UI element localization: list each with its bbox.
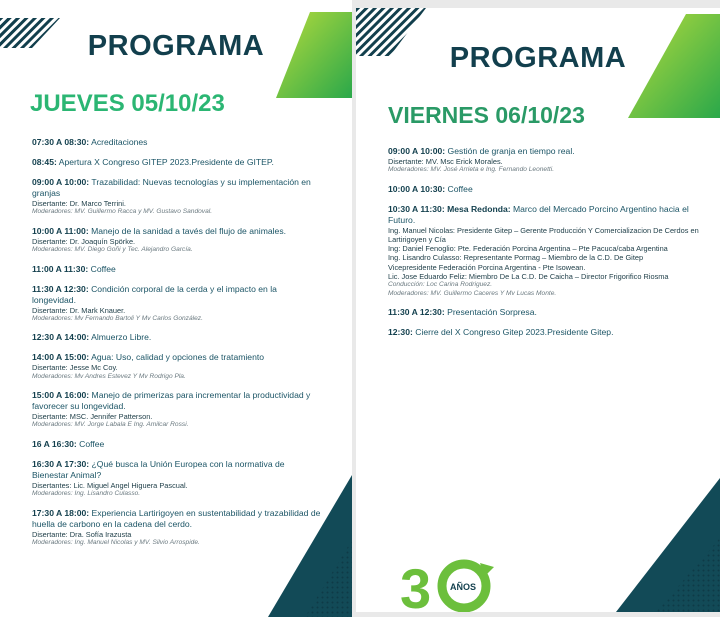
session-time: 09:00 A 10:00: (388, 146, 446, 156)
session-time: 10:00 A 10:30: (388, 183, 446, 194)
schedule-item (32, 137, 322, 148)
schedule-item (32, 439, 322, 450)
speaker-line: Vicepresidente Federación Porcina Argentina - Pte Isowean. (388, 262, 586, 272)
moderator-line: Moderadores: MV. Guillermo Racca y MV. Gustavo Sandoval. (32, 208, 213, 216)
session-time: 11:00 A 11:30: (32, 263, 89, 274)
schedule-item (388, 184, 713, 195)
session-time: 11:30 A 12:30: (32, 283, 89, 294)
session-title: Manejo de la sanidad a tavés del flujo de animales. (88, 225, 287, 236)
session-title: Acreditaciones (89, 137, 148, 147)
session-line (32, 352, 322, 363)
schedule-list (388, 146, 713, 347)
session-title: Manejo de primerizas para incrementar la productividad y favorecer su longevidad. (32, 390, 311, 412)
logo-text: AÑOS (450, 582, 477, 592)
session-line (32, 508, 322, 530)
schedule-item (32, 352, 322, 381)
session-time: 16:30 A 17:30: (32, 458, 90, 469)
speaker-line: Lic. Jose Eduardo Feliz: Miembro De La C.D. De Caicha – Director Frigorifico Riosma (388, 271, 669, 281)
session-title: Coffee (445, 183, 473, 194)
session-line (32, 459, 322, 481)
session-time: 10:00 A 11:00: (32, 225, 89, 236)
speaker-line: Disertante: Dr. Joaquín Spörke. (32, 236, 136, 246)
speaker-line: Disertante: Jesse Mc Coy. (32, 363, 118, 373)
schedule-item (32, 226, 322, 255)
session-title: ¿Qué busca la Unión Europea con la normativa de Bienestar Animal? (32, 458, 285, 480)
session-line (32, 137, 322, 148)
session-line (32, 332, 322, 343)
session-line (32, 439, 322, 450)
session-line (388, 184, 713, 195)
session-time: 07:30 A 08:30: (32, 137, 90, 147)
session-line (388, 146, 713, 157)
session-line (32, 284, 322, 306)
session-line (32, 264, 322, 275)
schedule-list (32, 137, 322, 557)
30-anos-logo (398, 553, 508, 615)
schedule-item (32, 390, 322, 430)
session-title: Cierre del X Congreso Gitep 2023.Presidente Gitep. (412, 327, 614, 338)
speaker-line: Disertantes: Lic. Miguel Angel Higuera Pascual. (32, 480, 188, 490)
schedule-item (32, 284, 322, 324)
moderator-line: Conducción: Loc Carina Rodriguez. (388, 281, 493, 289)
session-title: Gestión de granja en tiempo real. (445, 146, 575, 156)
session-title: Presentación Sorpresa. (444, 307, 537, 318)
program-page-friday (356, 8, 720, 615)
session-title: Trazabilidad: Nuevas tecnologías y su implementación en granjas (32, 177, 311, 198)
session-title: Marco del Mercado Porcino Argentino hacia el Futuro. (388, 203, 689, 225)
session-title: Coffee (76, 438, 105, 449)
session-title: Experiencia Lartirigoyen en sustentabilidad y trazabilidad de huella de carbono en la cadena del cerdo. (32, 507, 321, 529)
session-line (32, 177, 322, 199)
speaker-line: Ing. Manuel Nicolas: Presidente Gitep – Gerente Producción Y Comercializacion De Cerdos en Lartirigoyen y Cía (388, 225, 699, 244)
speaker-line: Ing: Daniel Fenoglio: Pte. Federación Porcina Argentina – Pte Pacuca/caba Argentina (388, 244, 668, 254)
session-time: 09:00 A 10:00: (32, 177, 90, 187)
moderator-line: Moderadores: MV. Guillermo Caceres Y Mv Lucas Monte. (388, 289, 557, 297)
moderator-line: Moderadores: Mv Andres Estevez Y Mv Rodrigo Pla. (32, 372, 186, 380)
speaker-line: Disertante: Dr. Marco Terrini. (32, 199, 126, 208)
moderator-line: Moderadores: MV. José Arrieta e Ing. Fernando Leonetti. (388, 166, 555, 174)
schedule-item (388, 307, 713, 318)
session-time: 08:45: (32, 157, 57, 167)
speaker-line: Disertante: Dr. Mark Knauer. (32, 305, 126, 315)
day-heading: VIERNES 06/10/23 (388, 102, 585, 128)
session-time: 14:00 A 15:00: (32, 352, 90, 363)
session-title: Apertura X Congreso GITEP 2023.Presidente de GITEP. (56, 157, 274, 167)
session-time: 11:30 A 12:30: (388, 307, 445, 318)
session-time: 10:30 A 11:30: Mesa Redonda: (388, 203, 511, 214)
session-title: Coffee (88, 263, 116, 274)
speaker-line: Disertante: Dra. Sofía Irazusta (32, 529, 132, 539)
session-time: 15:00 A 16:00: (32, 390, 90, 401)
session-line (388, 327, 713, 338)
schedule-item (388, 204, 713, 298)
moderator-line: Moderadores: Mv Fernando Bartoli Y Mv Carlos González. (32, 314, 203, 322)
session-time: 12:30: (388, 327, 413, 338)
schedule-item (32, 332, 322, 343)
moderator-line: Moderadores: MV. Jorge Labala E Ing. Amilcar Rossi. (32, 421, 189, 429)
program-page-thursday (0, 0, 352, 617)
session-title: Almuerzo Libre. (89, 332, 152, 343)
page-title: PROGRAMA (87, 30, 265, 62)
moderator-line: Moderadores: Ing. Lisandro Culasso. (32, 490, 141, 498)
svg-text:3: 3 (400, 557, 432, 615)
page-title: PROGRAMA (449, 42, 627, 74)
schedule-item (388, 146, 713, 175)
schedule-item (32, 157, 322, 168)
session-line (32, 226, 322, 237)
session-line (32, 390, 322, 412)
session-time: 16 A 16:30: (32, 438, 77, 449)
schedule-item (32, 508, 322, 548)
moderator-line: Moderadores: Ing. Manuel Nicolas y MV. Silvio Arrospide. (32, 538, 200, 546)
session-title: Condición corporal de la cerda y el impacto en la longevidad. (32, 283, 277, 305)
schedule-item (388, 327, 713, 338)
day-heading: JUEVES 05/10/23 (30, 90, 225, 117)
session-line (32, 157, 322, 168)
session-line (388, 307, 713, 318)
session-time: 12:30 A 14:00: (32, 332, 90, 343)
schedule-item (32, 459, 322, 499)
session-time: 17:30 A 18:00: (32, 507, 90, 518)
speaker-line: Ing. Lisandro Culasso: Representante Pormag – Miembro de la C.D. De Gitep (388, 253, 644, 263)
moderator-line: Moderadores: MV. Diego Goñi y Tec. Alejandro García. (32, 246, 193, 253)
schedule-item (32, 177, 322, 217)
speaker-line: Disertante: MV. Msc Erick Morales. (388, 157, 503, 166)
schedule-item (32, 264, 322, 275)
speaker-line: Disertante: MSC. Jennifer Patterson. (32, 412, 153, 422)
session-line (388, 204, 713, 226)
session-title: Agua: Uso, calidad y opciones de tratamiento (89, 352, 265, 363)
